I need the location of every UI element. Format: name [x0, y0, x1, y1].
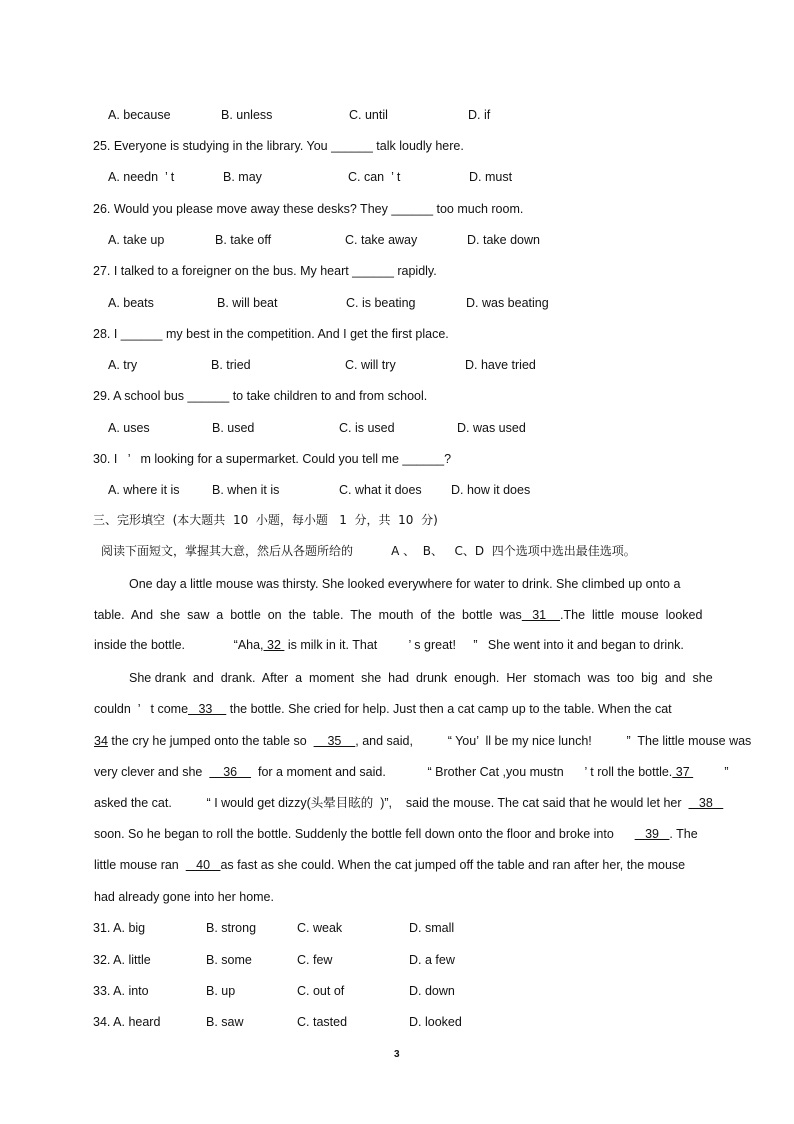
q28-stem: 28. I ______ my best in the competition. And I get the first place.	[93, 327, 449, 341]
q26-stem: 26. Would you please move away these desks? They ______ too much room.	[93, 202, 524, 216]
blank-39: 39	[634, 827, 670, 841]
q33-option-c: C. out of	[297, 984, 345, 998]
q31-option-d: D. small	[409, 921, 455, 935]
q29-option-b: B. used	[212, 421, 255, 435]
passage-line-11: had already gone into her home.	[94, 890, 274, 904]
q27-option-a: A. beats	[108, 296, 154, 310]
q25-stem: 25. Everyone is studying in the library. You ______ talk loudly here.	[93, 139, 464, 153]
q24-option-d: D. if	[468, 108, 491, 122]
q28-option-b: B. tried	[211, 358, 251, 372]
q29-stem: 29. A school bus ______ to take children to and from school.	[93, 389, 428, 403]
q30-option-d: D. how it does	[451, 483, 531, 497]
q26-option-c: C. take away	[345, 233, 418, 247]
q34-option-d: D. looked	[409, 1015, 462, 1029]
q29-option-c: C. is used	[339, 421, 395, 435]
q30-option-a: A. where it is	[108, 483, 180, 497]
q33-option-b: B. up	[206, 984, 236, 998]
q24-option-a: A. because	[108, 108, 171, 122]
q26-option-b: B. take off	[215, 233, 272, 247]
q28-option-d: D. have tried	[465, 358, 536, 372]
q28-option-c: C. will try	[345, 358, 396, 372]
blank-38: 38	[688, 796, 724, 810]
passage-line-9: soon. So he began to roll the bottle. Suddenly the bottle fell down onto the floor and broke into 39 . The	[94, 827, 698, 841]
q29-option-a: A. uses	[108, 421, 150, 435]
q27-option-b: B. will beat	[217, 296, 278, 310]
passage-line-3: inside the bottle. “Aha, 32 is milk in it. That ’ s great! ” She went into it and began to drink.	[94, 638, 684, 652]
q34-option-b: B. saw	[206, 1015, 244, 1029]
blank-35: 35	[313, 734, 356, 748]
blank-40: 40	[185, 858, 221, 872]
q34-option-c: C. tasted	[297, 1015, 348, 1029]
q31-option-b: B. strong	[206, 921, 257, 935]
q24-option-c: C. until	[349, 108, 388, 122]
q25-option-a: A. needn ’ t	[108, 170, 175, 184]
q32-option-b: B. some	[206, 953, 252, 967]
q30-option-c: C. what it does	[339, 483, 422, 497]
q33-option-a: 33. A. into	[93, 984, 149, 998]
passage-line-7: very clever and she 36 for a moment and said. “ Brother Cat ,you mustn ’ t roll the bottle. 37 ”	[94, 765, 729, 779]
blank-34: 34	[94, 734, 108, 748]
passage-line-2: table. And she saw a bottle on the table. The mouth of the bottle was 31 .The little mouse looked	[94, 608, 703, 622]
q30-stem: 30. I ’ m looking for a supermarket. Could you tell me ______?	[93, 452, 452, 466]
blank-33: 33	[188, 702, 227, 716]
blank-32: 32	[263, 638, 285, 652]
page-number: 3	[394, 1049, 400, 1060]
passage-line-5: couldn ’ t come 33 the bottle. She cried for help. Just then a cat camp up to the table. When the cat	[94, 702, 672, 716]
q34-option-a: 34. A. heard	[93, 1015, 161, 1029]
q33-option-d: D. down	[409, 984, 455, 998]
q26-option-d: D. take down	[467, 233, 540, 247]
q27-option-d: D. was beating	[466, 296, 549, 310]
section-3-heading: 三、完形填空 (本大题共 10 小题，每小题 1 分，共 10 分)	[93, 513, 438, 527]
section-3-instruction: 阅读下面短文，掌握其大意，然后从各题所给的 A 、 B、 C、D 四个选项中选出最佳选项。	[101, 544, 636, 558]
q31-option-a: 31. A. big	[93, 921, 146, 935]
q26-option-a: A. take up	[108, 233, 165, 247]
q31-option-c: C. weak	[297, 921, 343, 935]
blank-31: 31	[521, 608, 561, 622]
passage-line-6: 34 the cry he jumped onto the table so 35 , and said, “ You’ ll be my nice lunch! ” The little mouse was	[94, 734, 752, 748]
blank-36: 36	[209, 765, 252, 779]
q25-option-c: C. can ’ t	[348, 170, 401, 184]
q32-option-a: 32. A. little	[93, 953, 151, 967]
passage-line-8: asked the cat. “ I would get dizzy(头晕目眩的 )”, said the mouse. The cat said that he would let her 38	[94, 795, 724, 810]
q28-option-a: A. try	[108, 358, 138, 372]
q27-option-c: C. is beating	[346, 296, 416, 310]
passage-line-10: little mouse ran 40 as fast as she could. When the cat jumped off the table and ran after her, the mouse	[94, 858, 686, 872]
q30-option-b: B. when it is	[212, 483, 280, 497]
q32-option-d: D. a few	[409, 953, 455, 967]
q25-option-b: B. may	[223, 170, 262, 184]
passage-line-4: She drank and drank. After a moment she had drunk enough. Her stomach was too big and she	[129, 671, 713, 685]
passage-line-1: One day a little mouse was thirsty. She looked everywhere for water to drink. She climbed up onto a	[129, 577, 681, 591]
q24-option-b: B. unless	[221, 108, 273, 122]
q32-option-c: C. few	[297, 953, 333, 967]
q27-stem: 27. I talked to a foreigner on the bus. My heart ______ rapidly.	[93, 264, 437, 278]
q29-option-d: D. was used	[457, 421, 526, 435]
q25-option-d: D. must	[469, 170, 513, 184]
blank-37: 37	[672, 765, 694, 779]
